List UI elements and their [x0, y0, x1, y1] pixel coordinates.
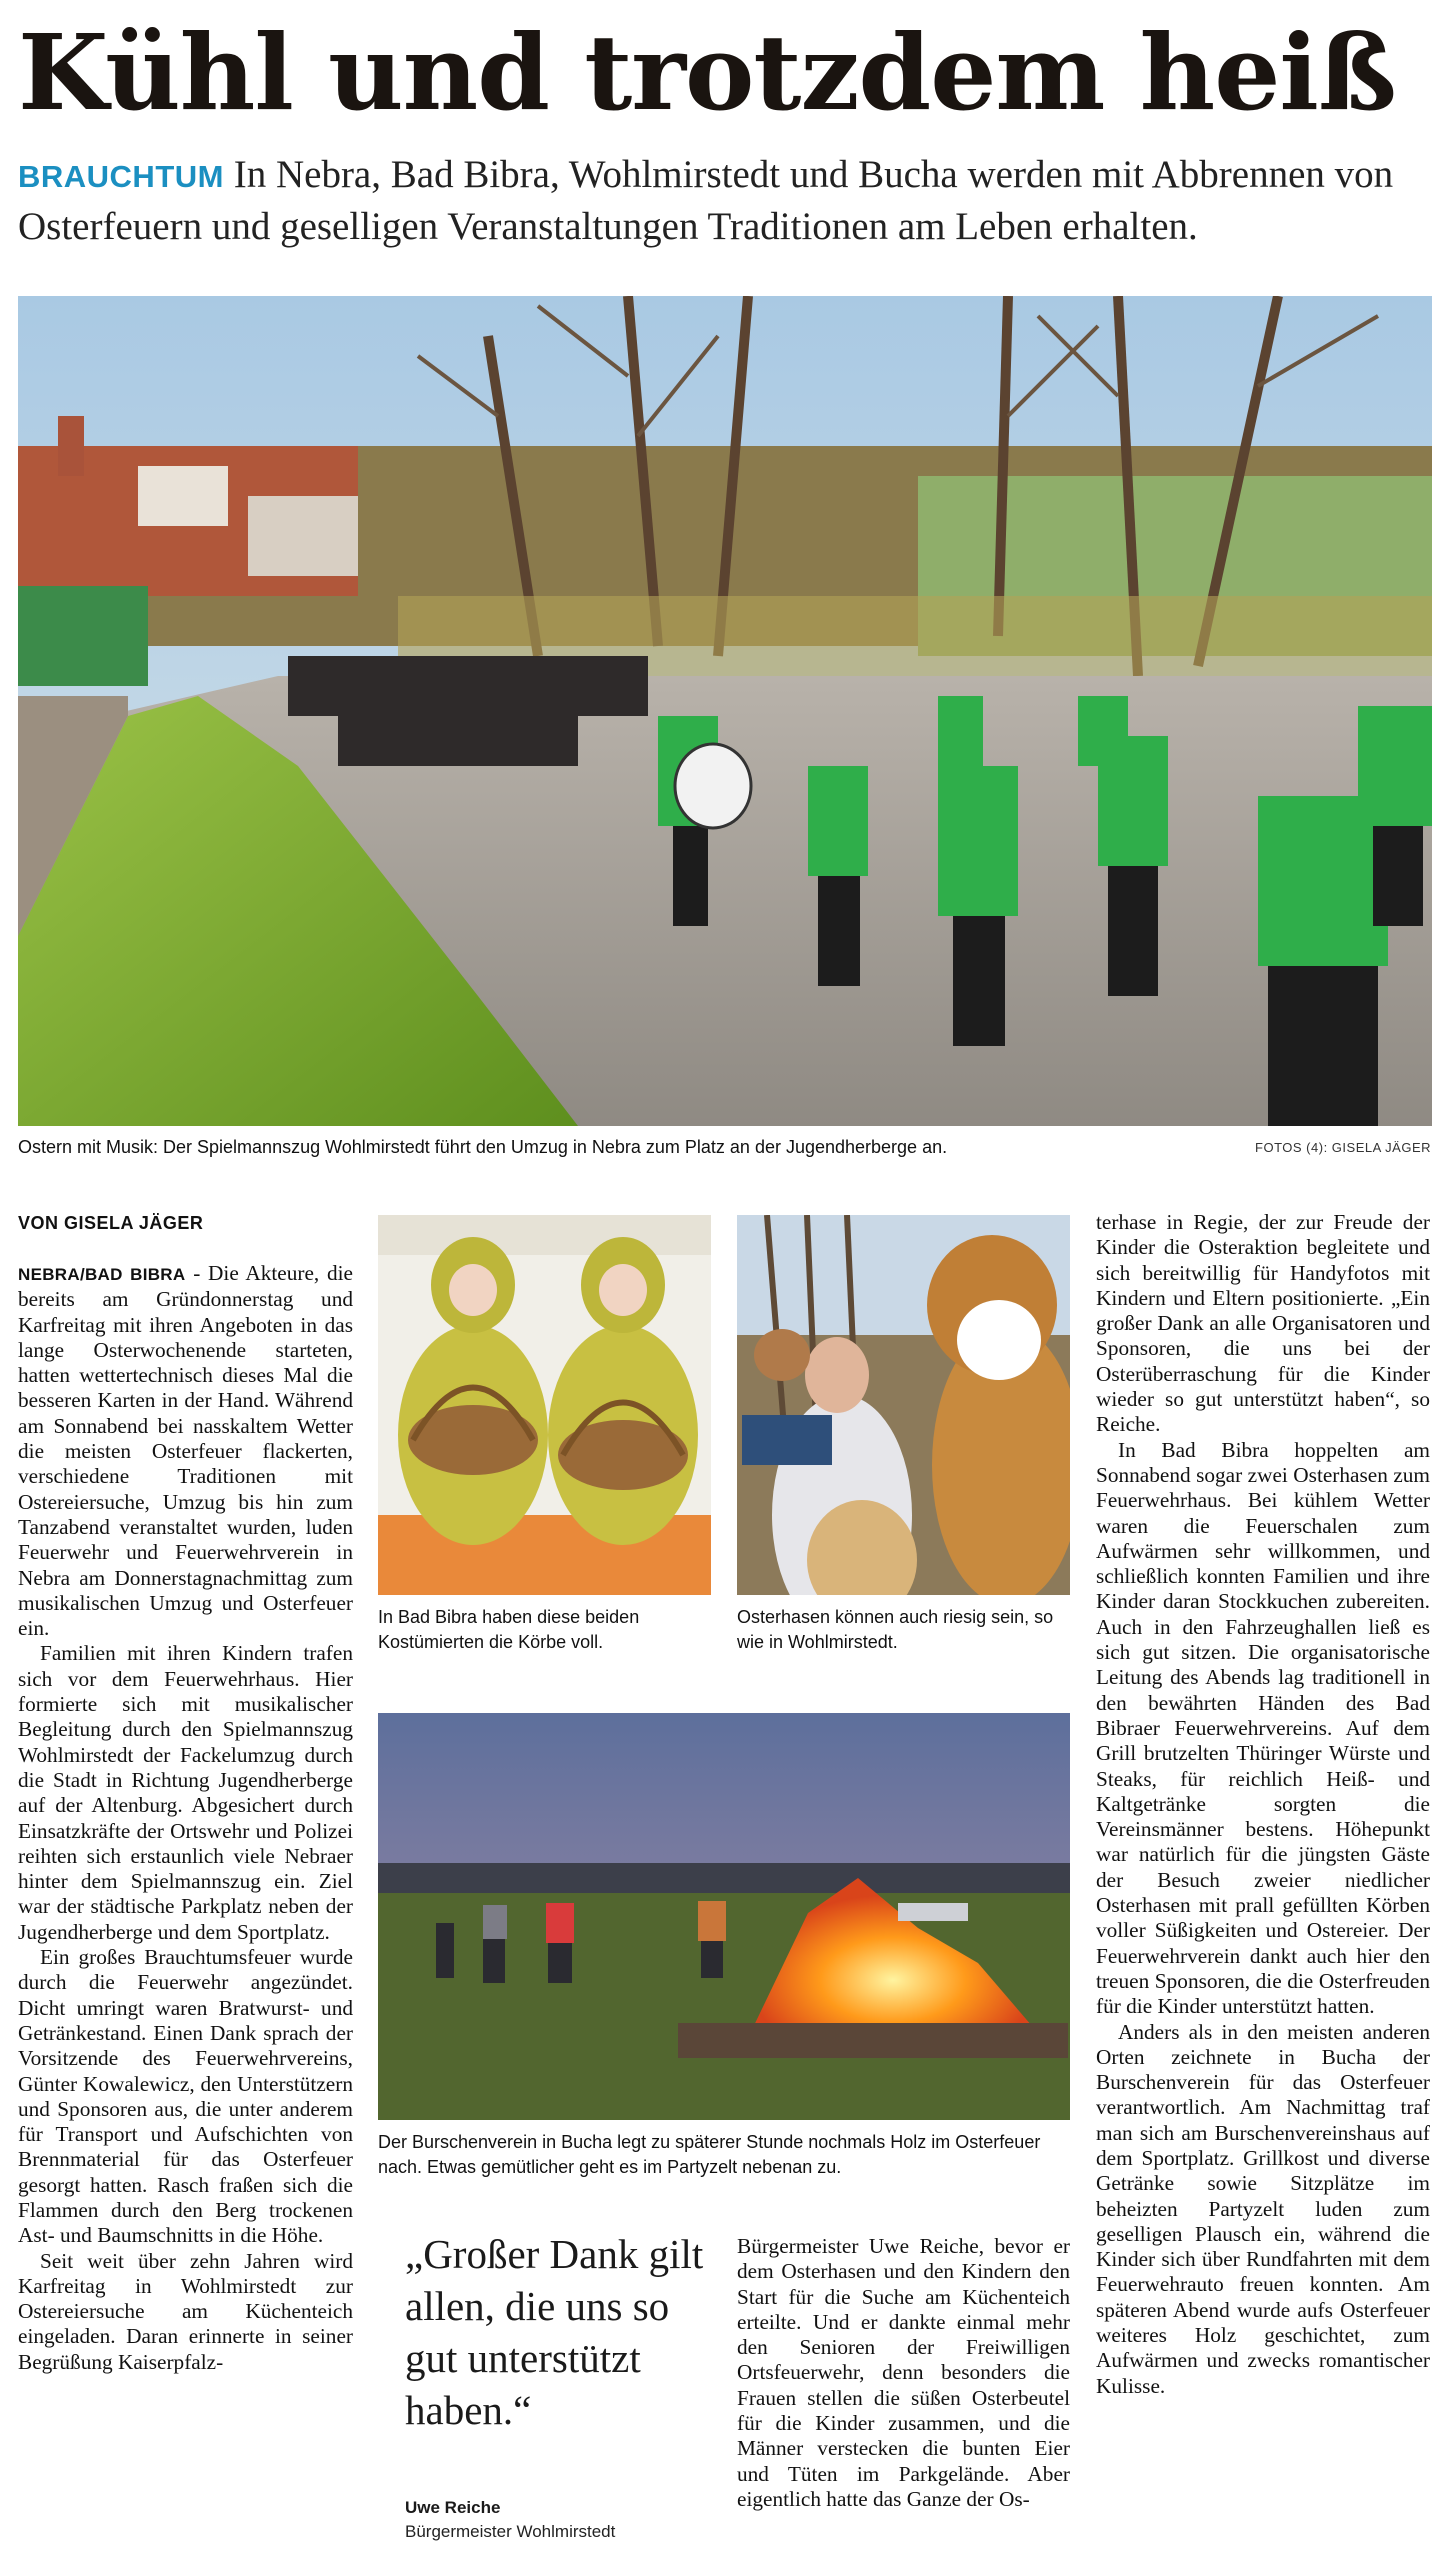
col2-paragraph: Bürgermeister Uwe Reiche, bevor er dem Osterhasen und den Kindern den Start für die Suche am Küchenteich erteilte. Und er dankte einmal mehr den Senioren der Freiwilligen Ortsfeuerwehr, denn besonders die Frauen stellen die süßen Osterbeutel für die Kinder zusammen, und die Männer verstecken die bunten Eier und Tüten im Parkgelände. Aber eigentlich hatte das Ganze der Os- — [737, 2234, 1070, 2511]
col1-paragraph: - Die Akteure, die bereits am Gründonnerstag und Karfreitag mit ihren Angeboten in das lange Osterwochenende starteten, hatten wettertechnisch dieses Mal die besseren Karten in der Hand. Während am Sonnabend bei nasskaltem Wetter die meisten Osterfeuer flackerten, verschiedene Traditionen mit Ostereiersuche, Umzug bis hin zum Tanzabend veranstaltet wurden, luden Feuerwehr und Feuerwehrverein in Nebra am Donnerstagnachmittag zum musikalischen Umzug und Osterfeuer ein. — [18, 1261, 353, 1641]
caption-osterfeuer-bucha: Der Burschenverein in Bucha legt zu späterer Stunde nochmals Holz im Osterfeuer nach. Etwas gemütlicher geht es im Partyzelt nebenan zu. — [378, 2132, 1041, 2177]
byline: VON GISELA JÄGER — [18, 1213, 204, 1233]
deck — [18, 150, 1418, 252]
photo-riesenhase-wohlmirstedt — [737, 1215, 1070, 1595]
article-column-2 — [737, 2234, 1070, 2512]
article-column-3 — [1096, 1210, 1430, 2399]
photo-osterfeuer-bucha — [378, 1713, 1070, 2120]
main-photo-caption: Ostern mit Musik: Der Spielmannszug Wohlmirstedt führt den Umzug in Nebra zum Platz an der Jugendherberge an. — [18, 1137, 948, 1157]
col1-paragraph: Familien mit ihren Kindern trafen sich vor dem Feuerwehrhaus. Hier formierte sich mit musikalischer Begleitung durch den Spielmannszug Wohlmirstedt der Fackelumzug durch die Stadt in Richtung Jugendherberge auf der Altenburg. Abgesichert durch Einsatzkräfte der Ortswehr und Polizei reihten sich erstaunlich viele Nebraer hinter dem Spielmannszug ein. Ziel war der städtische Parkplatz neben der Jugendherberge und dem Sportplatz. — [18, 1641, 353, 1944]
kicker: BRAUCHTUM — [18, 159, 224, 194]
quote-author-role: Bürgermeister Wohlmirstedt — [405, 2522, 616, 2541]
headline: Kühl und trotzdem heiß — [18, 11, 1396, 134]
col1-paragraph: Ein großes Brauchtumsfeuer wurde durch die Feuerwehr angezündet. Dicht umringt waren Bratwurst- und Getränkestand. Einen Dank sprach der Vorsitzende des Feuerwehrvereins, Günter Kowalewicz, den Unterstützern und Sponsoren aus, die unter anderem für Transport und Aufschichten von Brennmaterial für das Osterfeuer gesorgt hatten. Rasch fraßen sich die Flammen durch den Berg trockenen Ast- und Baumschnitts in die Höhe. — [18, 1945, 353, 2248]
dateline: NEBRA/BAD BIBRA — [18, 1265, 186, 1284]
pull-quote: „Großer Dank gilt allen, die uns so gut unterstützt haben.“ — [405, 2231, 704, 2433]
col3-paragraph: terhase in Regie, der zur Freude der Kinder die Osteraktion begleitete und sich bereitwillig für Handyfotos mit Kindern und Eltern positionierte. „Ein großer Dank an alle Organisatoren und Sponsoren, die uns bei der Osterüberraschung für die Kinder wieder so gut unterstützt haben“, so Reiche. — [1096, 1210, 1430, 1437]
photo-osterhasen-bad-bibra — [378, 1215, 711, 1595]
quote-author: Uwe Reiche — [405, 2498, 501, 2517]
col1-paragraph: Seit weit über zehn Jahren wird Karfreitag in Wohlmirstedt zur Ostereiersuche am Küchenteich eingeladen. Daran erinnerte in seiner Begrüßung Kaiserpfalz- — [18, 2248, 353, 2374]
photo-credit: FOTOS (4): GISELA JÄGER — [1255, 1140, 1431, 1155]
col3-paragraph: In Bad Bibra hoppelten am Sonnabend sogar zwei Osterhasen zum Feuerwehrhaus. Bei kühlem Wetter waren die Feuerschalen zum Aufwärmen sehr willkommen, und schließlich konnten Familien und ihre Kinder daran Stockkuchen zubereiten. Auch in den Fahrzeughallen ließ es sich gut sitzen. Die organisatorische Leitung des Abends lag traditionell in den bewährten Händen des Bad Bibraer Feuerwehrvereins. Auf dem Grill brutzelten Thüringer Würste und Steaks, für reichlich Heiß- und Kaltgetränke sorgten die Vereinsmänner bestens. Höhepunkt war natürlich für die jüngsten Gäste der Besuch zweier niedlicher Osterhasen mit prall gefüllten Körben voller Süßigkeiten und Ostereier. Der Feuerwehrverein dankt auch hier den treuen Sponsoren, die die Osterfreuden für die Kinder unterstützt hatten. — [1096, 1437, 1430, 2019]
main-photo — [18, 296, 1432, 1126]
deck-text: In Nebra, Bad Bibra, Wohlmirstedt und Bucha werden mit Abbrennen von Osterfeuern und geselligen Veranstaltungen Traditionen am Leben erhalten. — [18, 153, 1394, 248]
article-column-1 — [18, 1261, 353, 2375]
col3-paragraph: Anders als in den meisten anderen Orten zeichnete in Bucha der Burschenverein für das Osterfeuer verantwortlich. Am Nachmittag traf man sich am Burschenvereinshaus auf dem Sportplatz. Grillkost und diverse Getränke sowie Sitzplätze im beheizten Partyzelt luden zum geselligen Plausch ein, während die Kinder sich über Rundfahrten mit dem Feuerwehrauto freuen konnten. Am späteren Abend wurde aufs Osterfeuer weiteres Holz geschichtet, zum Aufwärmen und zwecks romantischer Kulisse. — [1096, 2019, 1430, 2398]
caption-riesenhase-wohlmirstedt: Osterhasen können auch riesig sein, so wie in Wohlmirstedt. — [737, 1607, 1054, 1652]
caption-osterhasen-bad-bibra: In Bad Bibra haben diese beiden Kostümierten die Körbe voll. — [378, 1607, 640, 1652]
